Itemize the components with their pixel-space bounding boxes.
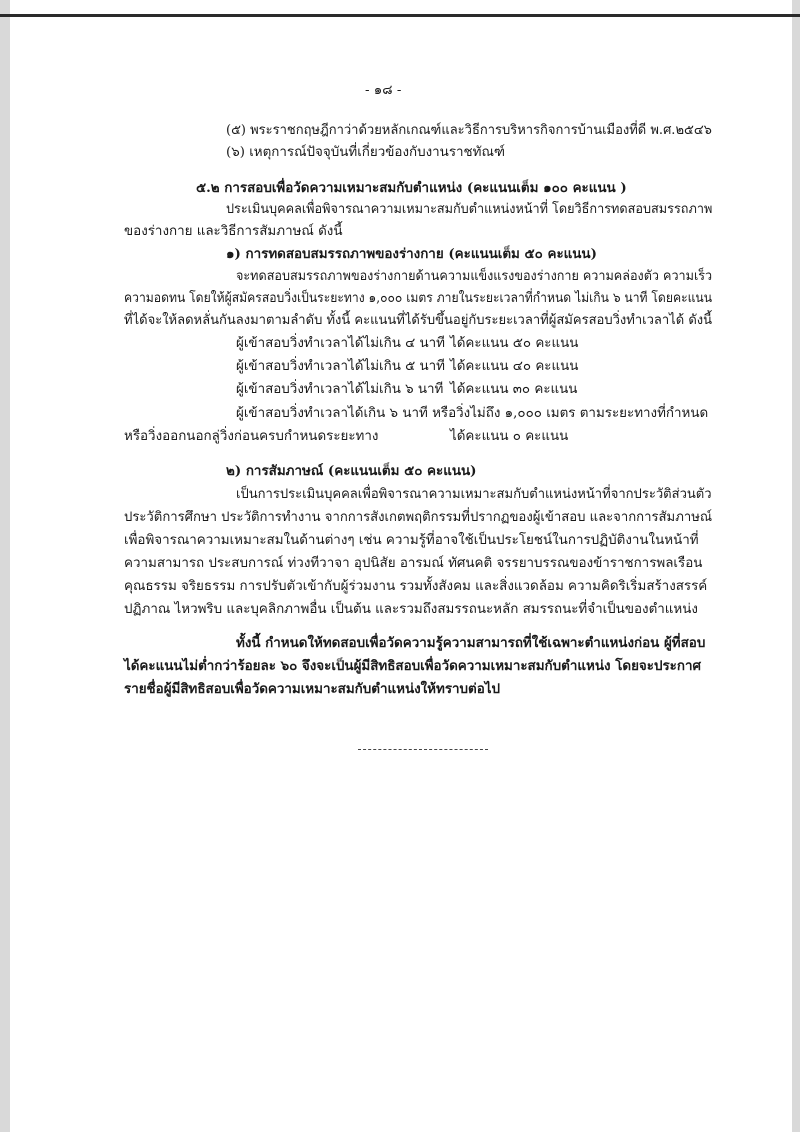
list-item-5: (๕) พระราชกฤษฎีกาว่าด้วยหลักเกณฑ์และวิธีการบริหารกิจการบ้านเมืองที่ดี พ.ศ.๒๕๔๖ — [226, 123, 712, 138]
scan-edge-left — [0, 0, 10, 1132]
conclusion-line1: ทั้งนี้ กำหนดให้ทดสอบเพื่อวัดความรู้ความสามารถที่ใช้เฉพาะตำแหน่งก่อน ผู้ที่สอบ — [236, 635, 706, 651]
section-5-2-intro-line1: ประเมินบุคคลเพื่อพิจารณาความเหมาะสมกับตำแหน่งหน้าที่ โดยวิธีการทดสอบสมรรถภาพ — [226, 202, 713, 217]
interview-heading: ๒) การสัมภาษณ์ (คะแนนเต็ม ๕๐ คะแนน) — [226, 463, 477, 479]
fitness-test-line2: ความอดทน โดยให้ผู้สมัครสอบวิ่งเป็นระยะทาง ๑,๐๐๐ เมตร ภายในระยะเวลาที่กำหนด ไม่เกิน ๖ นาที โดยคะแนน — [124, 291, 713, 306]
page-number: - ๑๘ - — [365, 83, 402, 98]
section-5-2-heading: ๕.๒ การสอบเพื่อวัดความเหมาะสมกับตำแหน่ง (คะแนนเต็ม ๑๐๐ คะแนน ) — [196, 180, 627, 196]
list-item-6: (๖) เหตุการณ์ปัจจุบันที่เกี่ยวข้องกับงานราชทัณฑ์ — [226, 145, 505, 160]
interview-line1: เป็นการประเมินบุคคลเพื่อพิจารณาความเหมาะสมกับตำแหน่งหน้าที่จากประวัติส่วนตัว — [236, 487, 712, 502]
conclusion-line2: ได้คะแนนไม่ต่ำกว่าร้อยละ ๖๐ จึงจะเป็นผู้มีสิทธิสอบเพื่อวัดความเหมาะสมกับตำแหน่ง โดยจะประกาศ — [124, 658, 701, 674]
interview-line4: ความสามารถ ประสบการณ์ ท่วงทีวาจา อุปนิสัย อารมณ์ ทัศนคติ จรรยาบรรณของข้าราชการพลเรือน — [124, 556, 703, 571]
score-value-3: ได้คะแนน ๓๐ คะแนน — [450, 382, 578, 397]
interview-line5: คุณธรรม จริยธรรม การปรับตัวเข้ากับผู้ร่วมงาน รวมทั้งสังคม และสิ่งแวดล้อม ความคิดริเริ่มสร้างสรรค์ — [124, 579, 708, 594]
interview-line3: เพื่อพิจารณาความเหมาะสมในด้านต่างๆ เช่น ความรู้ที่อาจใช้เป็นประโยชน์ในการปฏิบัติงานในหน้าที่ — [124, 533, 699, 548]
score-value-4: ได้คะแนน ๐ คะแนน — [450, 429, 569, 444]
score-condition-3: ผู้เข้าสอบวิ่งทำเวลาได้ไม่เกิน ๖ นาที — [236, 382, 444, 397]
scan-edge-top — [0, 14, 800, 17]
fitness-test-line1: จะทดสอบสมรรถภาพของร่างกายด้านความแข็งแรงของร่างกาย ความคล่องตัว ความเร็ว — [236, 269, 713, 284]
end-divider — [358, 749, 488, 750]
score-condition-4-line1: ผู้เข้าสอบวิ่งทำเวลาได้เกิน ๖ นาที หรือวิ่งไม่ถึง ๑,๐๐๐ เมตร ตามระยะทางที่กำหนด — [236, 406, 709, 421]
section-5-2-intro-line2: ของร่างกาย และวิธีการสัมภาษณ์ ดังนี้ — [124, 224, 343, 239]
interview-line6: ปฏิภาณ ไหวพริบ และบุคลิกภาพอื่น เป็นต้น และรวมถึงสมรรถนะหลัก สมรรถนะที่จำเป็นของตำแหน่ง — [124, 602, 698, 617]
score-value-2: ได้คะแนน ๔๐ คะแนน — [450, 359, 579, 374]
score-condition-2: ผู้เข้าสอบวิ่งทำเวลาได้ไม่เกิน ๕ นาที — [236, 359, 446, 374]
score-condition-1: ผู้เข้าสอบวิ่งทำเวลาได้ไม่เกิน ๔ นาที — [236, 336, 446, 351]
interview-line2: ประวัติการศึกษา ประวัติการทำงาน จากการสังเกตพฤติกรรมที่ปรากฏของผู้เข้าสอบ และจากการสัมภาษณ์ — [124, 510, 713, 525]
fitness-test-line3: ที่ได้จะให้ลดหลั่นกันลงมาตามลำดับ ทั้งนี้ คะแนนที่ได้รับขึ้นอยู่กับระยะเวลาที่ผู้สมัครสอบวิ่งทำเวลาได้ ดังนี้ — [124, 313, 713, 328]
score-value-1: ได้คะแนน ๕๐ คะแนน — [450, 336, 579, 351]
scan-edge-right — [792, 0, 800, 1132]
conclusion-line3: รายชื่อผู้มีสิทธิสอบเพื่อวัดความเหมาะสมกับตำแหน่งให้ทราบต่อไป — [124, 681, 501, 697]
fitness-test-heading: ๑) การทดสอบสมรรถภาพของร่างกาย (คะแนนเต็ม ๕๐ คะแนน) — [226, 246, 597, 262]
score-condition-4-line2: หรือวิ่งออกนอกลู่วิ่งก่อนครบกำหนดระยะทาง — [124, 429, 379, 444]
